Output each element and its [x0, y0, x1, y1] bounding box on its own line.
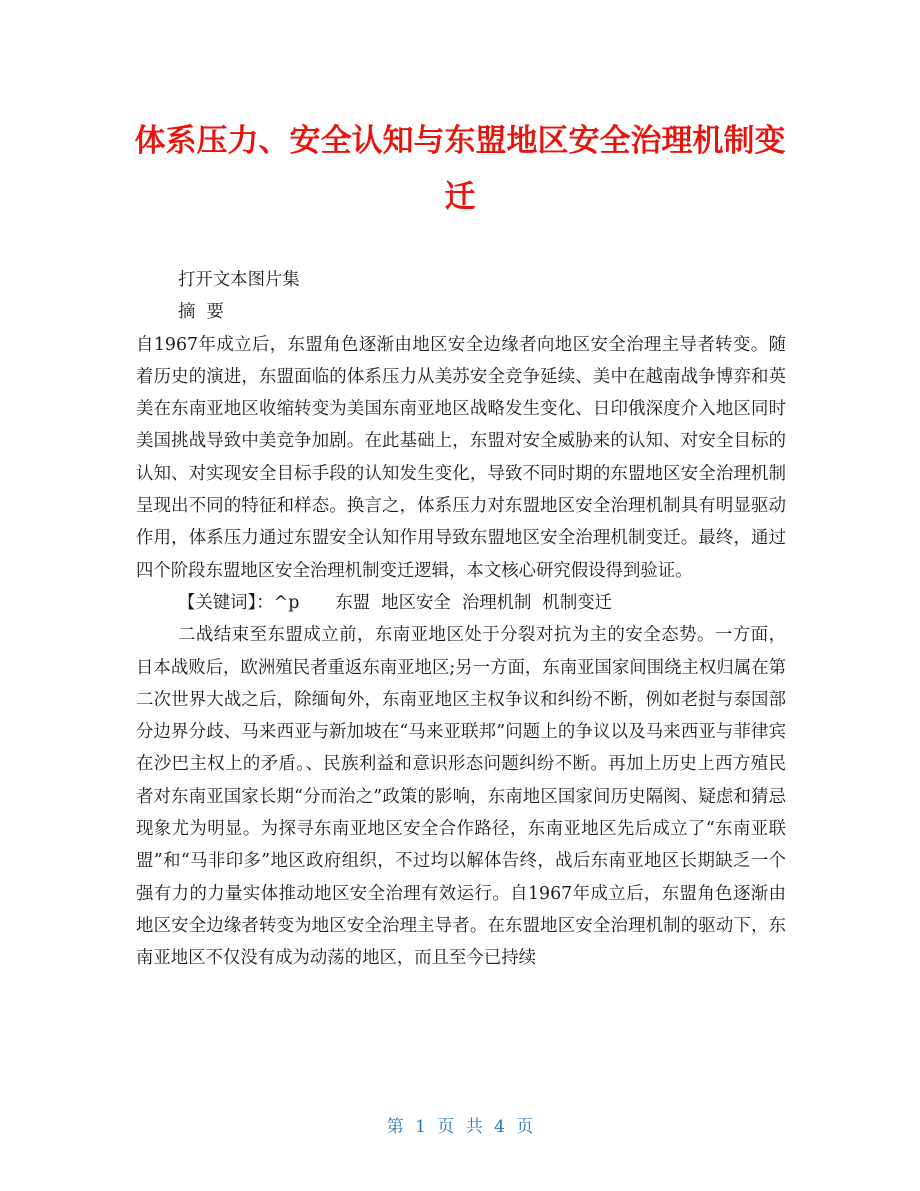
document-title: 体系压力、安全认知与东盟地区安全治理机制变迁: [134, 123, 786, 215]
abstract-paragraph: 自1967年成立后，东盟角色逐渐由地区安全边缘者向地区安全治理主导者转变。随着历史的演进，东盟面临的体系压力从美苏安全竞争延续、美中在越南战争博弈和英美在东南亚地区收缩转变为美国东南亚地区战略发生变化、日印俄深度介入地区同时美国挑战导致中美竞争加剧。在此基础上，东盟对安全威胁来的认知、对安全目标的认知、对实现安全目标手段的认知发生变化，导致不同时期的东盟地区安全治理机制呈现出不同的特征和样态。换言之，体系压力对东盟地区安全治理机制具有明显驱动作用，体系压力通过东盟安全认知作用导致东盟地区安全治理机制变迁。最终，通过四个阶段东盟地区安全治理机制变迁逻辑，本文核心研究假设得到验证。: [136, 334, 786, 581]
document-body: [136, 264, 786, 975]
abstract-heading: 摘 要: [178, 302, 224, 323]
page-indicator: 第 1 页 共 4 页: [386, 1117, 534, 1137]
keywords-line: [136, 587, 786, 619]
keywords-list: 东盟 地区安全 治理机制 机制变迁: [335, 592, 612, 613]
keywords-label: 【关键词】：^p: [178, 592, 300, 613]
body-paragraph: 二战结束至东盟成立前，东南亚地区处于分裂对抗为主的安全态势。一方面，日本战败后，欧洲殖民者重返东南亚地区;另一方面，东南亚国家间围绕主权归属在第二次世界大战之后，除缅甸外，东南亚地区主权争议和纠纷不断，例如老挝与泰国部分边界分歧、马来西亚与新加坡在“马来亚联邦”问题上的争议以及马来西亚与菲律宾在沙巴主权上的矛盾。、民族利益和意识形态问题纠纷不断。再加上历史上西方殖民者对东南亚国家长期“分而治之”政策的影响，东南地区国家间历史隔阂、疑虑和猜忌现象尤为明显。为探寻东南亚地区安全合作路径，东南亚地区先后成立了“东南亚联盟”和“马非印多”地区政府组织，不过均以解体告终，战后东南亚地区长期缺乏一个强有力的力量实体推动地区安全治理有效运行。自1967年成立后，东盟角色逐渐由地区安全边缘者转变为地区安全治理主导者。在东盟地区安全治理机制的驱动下，东南亚地区不仅没有成为动荡的地区，而且至今已持续: [136, 625, 786, 969]
open-gallery-link[interactable]: 打开文本图片集: [178, 270, 300, 290]
